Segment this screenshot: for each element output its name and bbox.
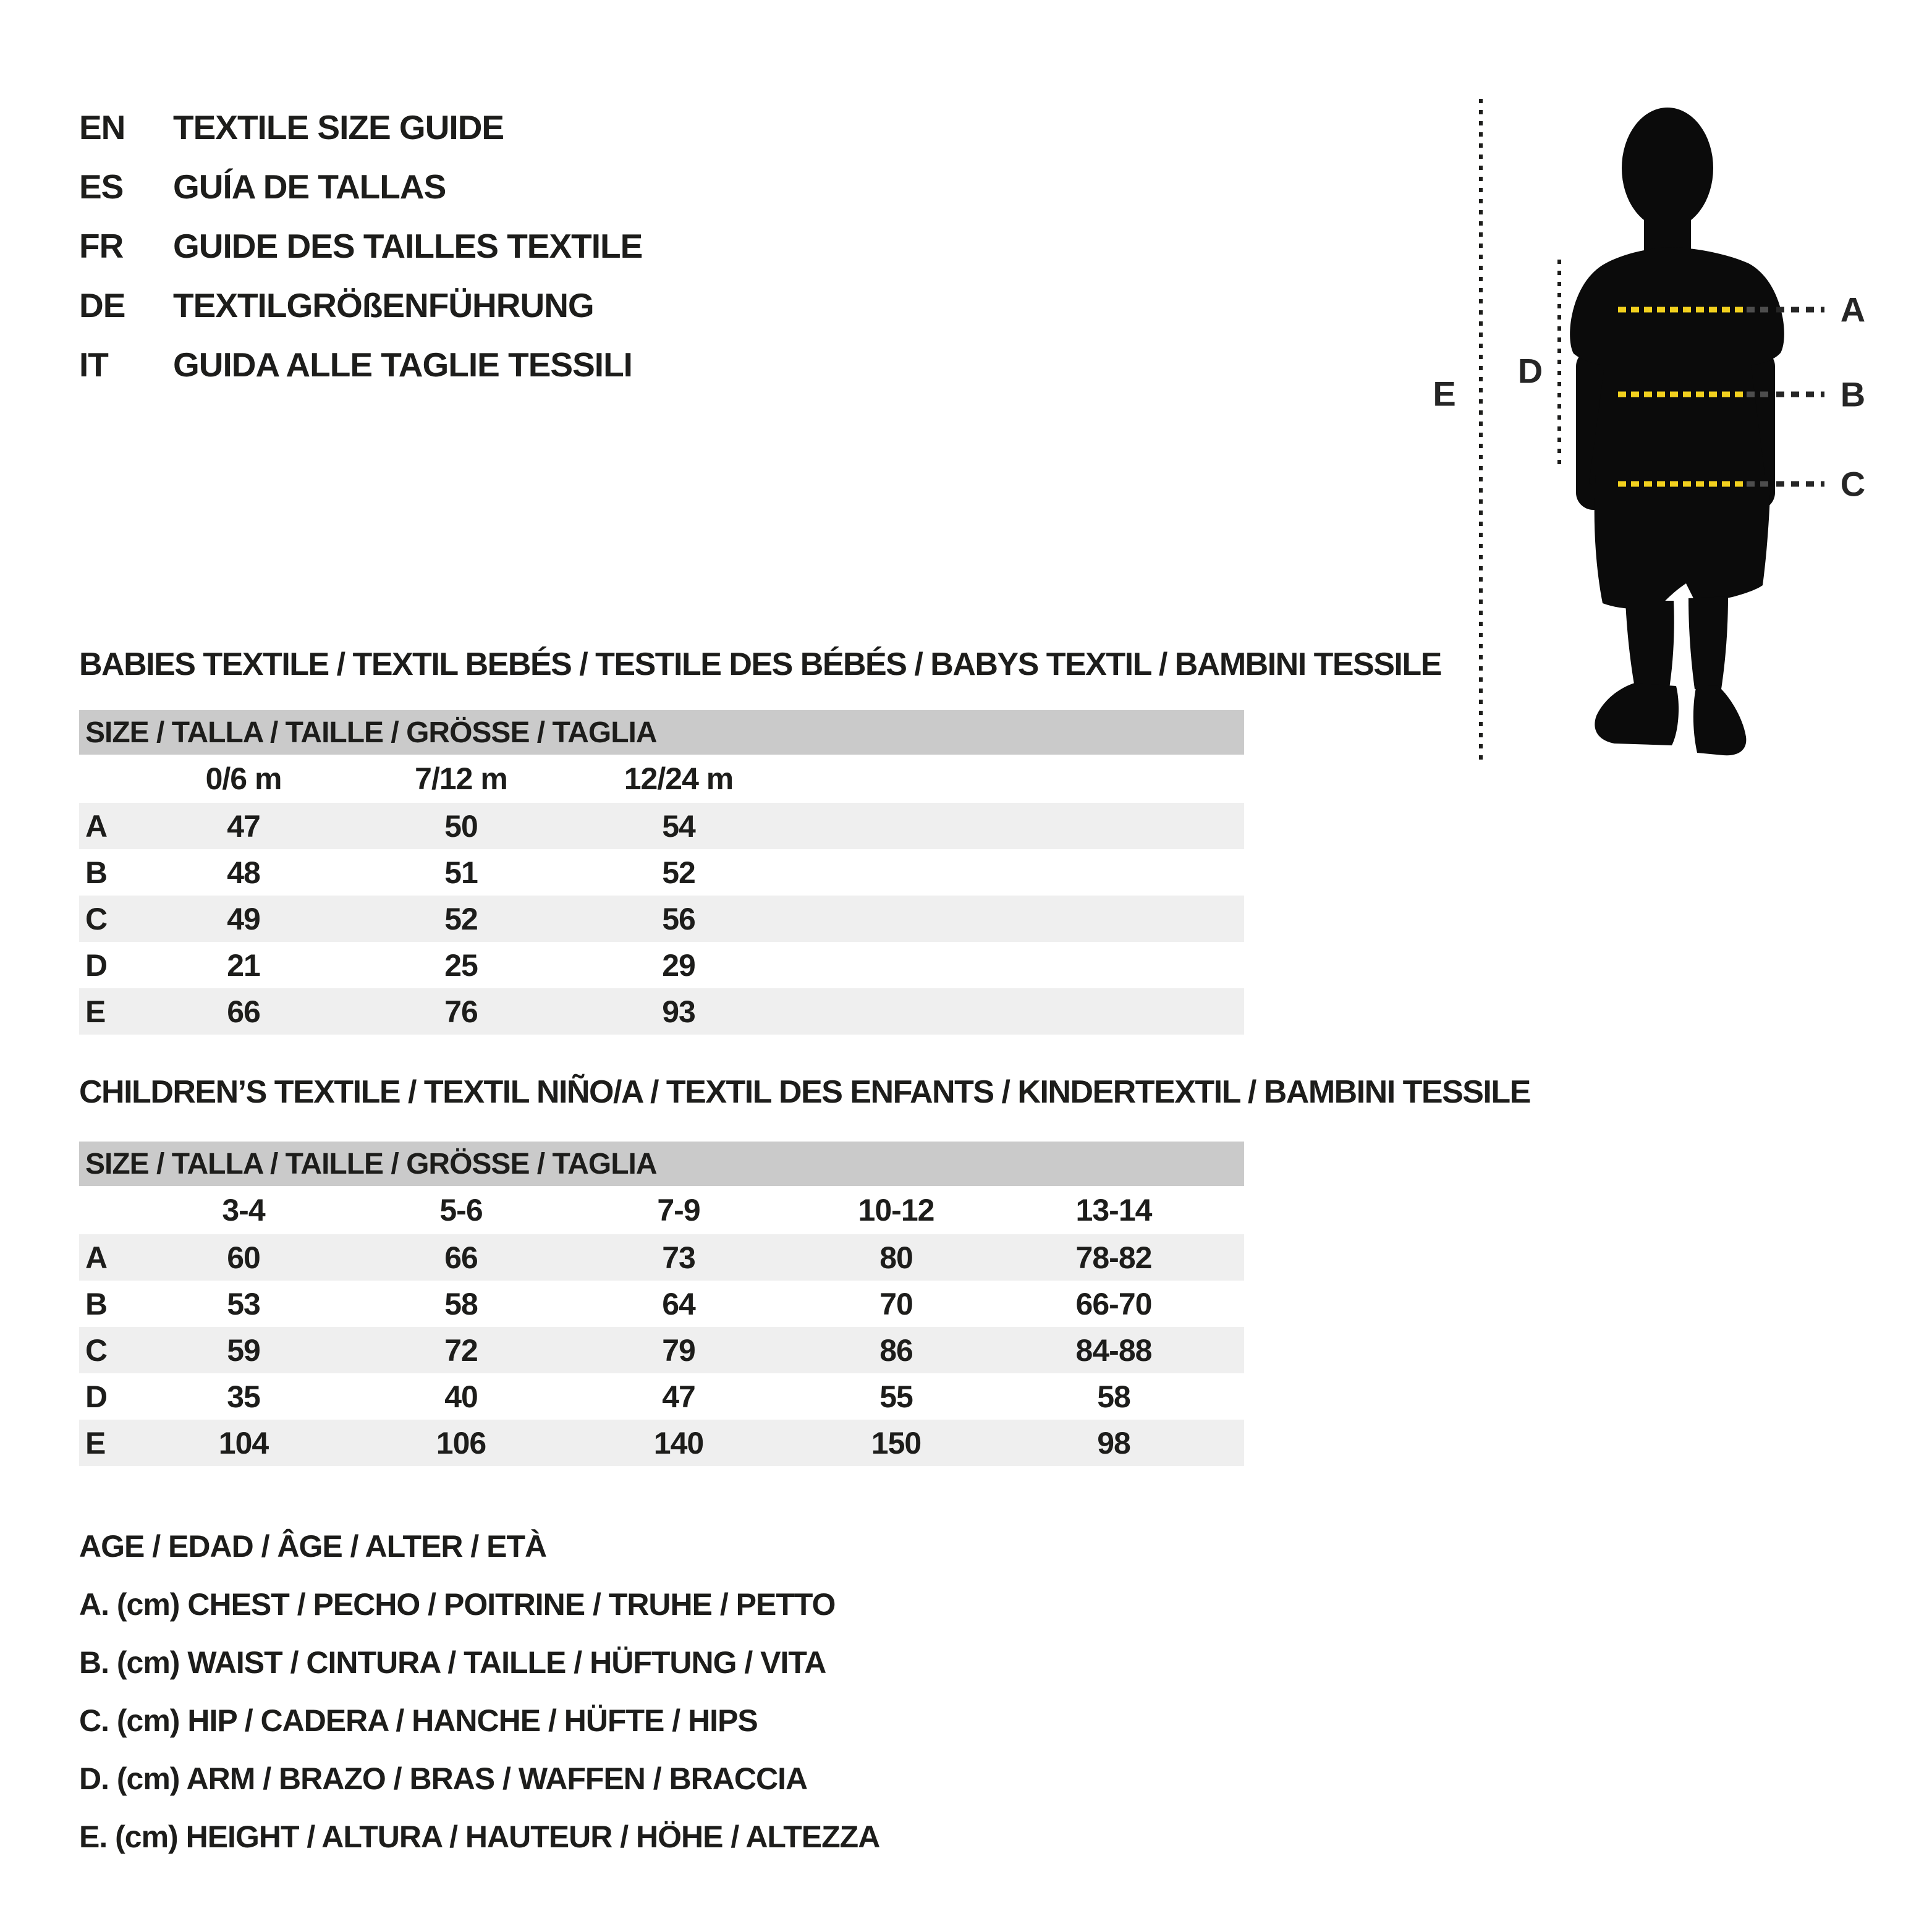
- row-label: E: [85, 994, 106, 1029]
- value-cell: 50: [444, 808, 478, 844]
- babies-section-title: BABIES TEXTILE / TEXTIL BEBÉS / TESTILE DES BÉBÉS / BABYS TEXTIL / BAMBINI TESSILE: [79, 646, 1441, 682]
- babies-size-table: [79, 710, 1244, 1035]
- table-row: [79, 942, 1244, 988]
- value-cell: 21: [227, 947, 260, 983]
- table-header-bar: SIZE / TALLA / TAILLE / GRÖSSE / TAGLIA: [79, 710, 1244, 755]
- value-cell: 53: [227, 1286, 260, 1321]
- measurement-legend: [79, 1517, 879, 1866]
- language-row: [79, 216, 642, 276]
- value-cell: 78-82: [1075, 1240, 1152, 1275]
- value-cell: 47: [662, 1379, 695, 1414]
- children-size-table: [79, 1142, 1244, 1466]
- table-row: [79, 988, 1244, 1035]
- silhouette-left-shoe: [1595, 683, 1679, 745]
- value-cell: 76: [444, 994, 478, 1029]
- table-row: [79, 1420, 1244, 1466]
- value-cell: 80: [879, 1240, 913, 1275]
- value-cell: 40: [444, 1379, 478, 1414]
- figure-label-c: C: [1840, 464, 1866, 504]
- value-cell: 59: [227, 1332, 260, 1368]
- column-header: 12/24 m: [624, 761, 734, 796]
- language-row: [79, 335, 642, 394]
- column-header: 0/6 m: [205, 761, 282, 796]
- legend-item: E. (cm) HEIGHT / ALTURA / HAUTEUR / HÖHE / ALTEZZA: [79, 1820, 880, 1854]
- table-column-headers: [79, 755, 1244, 803]
- row-label: C: [85, 1332, 108, 1368]
- row-label: C: [85, 901, 108, 936]
- child-silhouette: [1570, 108, 1784, 755]
- language-code: ES: [79, 167, 124, 206]
- value-cell: 47: [227, 808, 260, 844]
- value-cell: 58: [444, 1286, 478, 1321]
- children-section-title: CHILDREN’S TEXTILE / TEXTIL NIÑO/A / TEXTIL DES ENFANTS / KINDERTEXTIL / BAMBINI TESSILE: [79, 1074, 1530, 1110]
- column-header: 13-14: [1075, 1193, 1152, 1227]
- value-cell: 52: [662, 855, 695, 890]
- row-label: A: [85, 1240, 108, 1275]
- value-cell: 54: [662, 808, 695, 844]
- row-label: D: [85, 947, 108, 983]
- silhouette-right-leg: [1688, 596, 1728, 689]
- table-row: [79, 896, 1244, 942]
- language-code: FR: [79, 227, 124, 265]
- figure-label-d: D: [1517, 351, 1543, 391]
- figure-label-e: E: [1433, 374, 1456, 413]
- value-cell: 73: [662, 1240, 695, 1275]
- legend-age-line: AGE / EDAD / ÂGE / ALTER / ETÀ: [79, 1529, 547, 1564]
- value-cell: 25: [444, 947, 478, 983]
- value-cell: 150: [871, 1425, 922, 1460]
- silhouette-head: [1622, 108, 1713, 229]
- value-cell: 52: [444, 901, 478, 936]
- silhouette-left-leg: [1625, 601, 1674, 692]
- value-cell: 104: [218, 1425, 269, 1460]
- value-cell: 56: [662, 901, 695, 936]
- value-cell: 84-88: [1075, 1332, 1152, 1368]
- language-row: [79, 276, 642, 335]
- row-label: B: [85, 1286, 108, 1321]
- row-label: E: [85, 1425, 106, 1460]
- column-header: 3-4: [222, 1193, 265, 1227]
- value-cell: 48: [227, 855, 260, 890]
- legend-item: B. (cm) WAIST / CINTURA / TAILLE / HÜFTUNG / VITA: [79, 1645, 826, 1680]
- row-label: D: [85, 1379, 108, 1414]
- language-row: [79, 98, 642, 157]
- figure-label-b: B: [1840, 375, 1866, 414]
- value-cell: 86: [879, 1332, 913, 1368]
- value-cell: 55: [879, 1379, 913, 1414]
- column-header: 5-6: [439, 1193, 483, 1227]
- value-cell: 72: [444, 1332, 478, 1368]
- table-row: [79, 1281, 1244, 1327]
- language-title: GUIDA ALLE TAGLIE TESSILI: [173, 345, 632, 384]
- figure-label-a: A: [1840, 290, 1866, 329]
- value-cell: 29: [662, 947, 695, 983]
- row-label: B: [85, 855, 108, 890]
- value-cell: 98: [1097, 1425, 1130, 1460]
- language-title: GUIDE DES TAILLES TEXTILE: [173, 227, 643, 265]
- value-cell: 140: [653, 1425, 704, 1460]
- row-label: A: [85, 808, 108, 844]
- value-cell: 51: [444, 855, 478, 890]
- legend-item: A. (cm) CHEST / PECHO / POITRINE / TRUHE / PETTO: [79, 1587, 836, 1622]
- value-cell: 70: [879, 1286, 913, 1321]
- table-row: [79, 803, 1244, 849]
- language-code: EN: [79, 108, 125, 146]
- language-title: TEXTILE SIZE GUIDE: [173, 108, 504, 146]
- value-cell: 93: [662, 994, 695, 1029]
- column-header: 10-12: [858, 1193, 934, 1227]
- table-row: [79, 1327, 1244, 1373]
- value-cell: 64: [662, 1286, 695, 1321]
- language-title: GUÍA DE TALLAS: [173, 167, 446, 206]
- column-header: 7/12 m: [415, 761, 507, 796]
- language-list: [79, 98, 642, 394]
- value-cell: 106: [436, 1425, 486, 1460]
- legend-item: C. (cm) HIP / CADERA / HANCHE / HÜFTE / HIPS: [79, 1703, 758, 1738]
- value-cell: 66: [444, 1240, 478, 1275]
- value-cell: 60: [227, 1240, 260, 1275]
- language-code: DE: [79, 286, 125, 324]
- value-cell: 79: [662, 1332, 695, 1368]
- language-title: TEXTILGRÖßENFÜHRUNG: [173, 286, 594, 324]
- language-row: [79, 157, 642, 216]
- value-cell: 66: [227, 994, 260, 1029]
- child-measurement-figure: [1409, 74, 1932, 810]
- legend-item: D. (cm) ARM / BRAZO / BRAS / WAFFEN / BRACCIA: [79, 1761, 808, 1796]
- table-row: [79, 849, 1244, 896]
- table-header-bar: SIZE / TALLA / TAILLE / GRÖSSE / TAGLIA: [79, 1142, 1244, 1186]
- table-row: [79, 1234, 1244, 1281]
- value-cell: 35: [227, 1379, 260, 1414]
- silhouette-right-shoe: [1693, 685, 1746, 755]
- column-header: 7-9: [657, 1193, 700, 1227]
- language-code: IT: [79, 345, 108, 384]
- value-cell: 66-70: [1075, 1286, 1152, 1321]
- silhouette-shorts: [1595, 475, 1771, 609]
- value-cell: 49: [227, 901, 260, 936]
- table-column-headers: [79, 1186, 1244, 1234]
- table-row: [79, 1373, 1244, 1420]
- value-cell: 58: [1097, 1379, 1130, 1414]
